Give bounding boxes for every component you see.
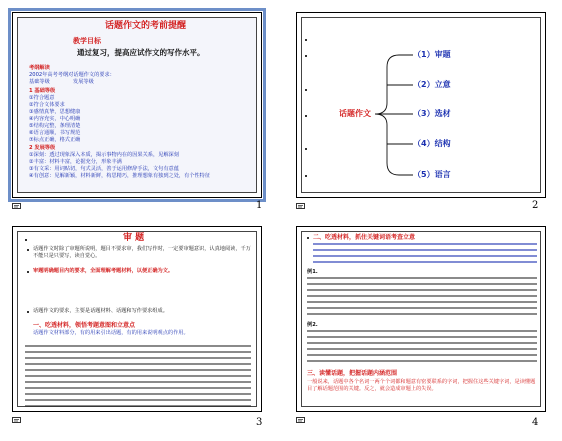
- slide-1-item: ⑤结构完整，条理清楚: [29, 123, 81, 129]
- slide-2-thumbnail[interactable]: [296, 12, 546, 198]
- notes-icon: [12, 417, 21, 423]
- slide-number: 2: [532, 200, 539, 211]
- slide-1-goal: 通过复习，提高应试作文的写作水平。: [77, 48, 205, 57]
- notes-icon: [296, 417, 305, 423]
- slide-4-heading: 二、吃透材料，抓住关键词语考查立意: [313, 234, 416, 241]
- slide-3-body-text: [25, 345, 251, 407]
- slide-1-item: 2 发展等级: [29, 145, 56, 151]
- slide-1-item: ④有创意：见解新颖，材料新鲜，构思精巧，推理想象有独到之处，有个性特征: [29, 173, 211, 179]
- slide-1-item: ③有文采：用词贴切，句式灵活，善于运用修辞手法，文句有意蕴: [29, 166, 179, 172]
- slide-3-bullet: 审题明确题目内的要求，全面理解考题材料，以便正确为文。: [33, 268, 174, 274]
- slide-4-example-text: [307, 277, 537, 317]
- slide-number: 4: [532, 417, 539, 428]
- slide-4-thumbnail[interactable]: [296, 226, 546, 412]
- slide-1-item: ①深刻：透过现象深入本质，揭示事物内在的因果关系，见解深刻: [29, 152, 179, 158]
- slide-1-item: ①符合题意: [29, 95, 55, 101]
- bullet-dot: [25, 239, 27, 241]
- slide-3-title: 审 题: [123, 233, 145, 243]
- slide-1-heading: 考纲解读: [29, 65, 50, 71]
- slide-4-paragraph: 一般说来，话题中各个名词一两个个词都和题意有密要联系的字词，把握住这些关键字词，是读懂题目了解话题范围的关键。反之，就会造成审题上的失误。: [307, 379, 536, 392]
- slide-4-example-text: [307, 330, 537, 364]
- slide-4-example-label: 例1.: [307, 269, 318, 275]
- slide-3-thumbnail[interactable]: [12, 226, 262, 412]
- bullet-dot: [27, 311, 29, 313]
- notes-icon: [296, 203, 305, 209]
- slide-3-bullet: 话题作文时除了审题所说明，题目不要求审，我们写作时，一定要审题意识，认真地阅读，千万不能只是只要写，读自觉心。: [33, 246, 251, 259]
- slide-1-line: 基础等级: [29, 79, 50, 85]
- slide-1-item: ②符合文体要求: [29, 102, 65, 108]
- slide-1-item: ③感情真挚，思想健康: [29, 109, 81, 115]
- slide-number: 3: [256, 417, 263, 428]
- slide-1-line: 发展等级: [73, 79, 94, 85]
- mindmap-branch: （5）语言: [413, 170, 451, 179]
- mindmap-branch: （1）审题: [413, 50, 451, 59]
- slide-3-subheading: 一、吃透材料，领悟考题意图和立意点: [33, 322, 136, 329]
- slide-1-line: 2002年高考考纲对话题作文的要求：: [29, 72, 115, 78]
- slide-4-example-label: 例2.: [307, 322, 318, 328]
- slide-1-title: 话题作文的考前提醒: [105, 21, 187, 31]
- bullet-dot: [27, 271, 29, 273]
- slide-1-item: ⑦标点正确，格式正确: [29, 137, 81, 143]
- slide-4-heading: 三、读懂话题，把握话题内涵范围: [307, 370, 398, 377]
- bullet-dot: [307, 237, 309, 239]
- slide-1-item: 1 基础等级: [29, 88, 56, 94]
- slide-1-item: ⑥语言通顺，书写规范: [29, 130, 81, 136]
- slide-1-item: ②丰富：材料丰富，论据充分，形象丰满: [29, 159, 122, 165]
- mindmap-branch: （4）结构: [413, 139, 451, 148]
- bullet-dot: [27, 249, 29, 251]
- notes-icon: [12, 203, 21, 209]
- mindmap-branch: （3）选材: [413, 109, 451, 118]
- mindmap-branch: （2）立意: [413, 80, 451, 89]
- slide-1-thumbnail[interactable]: [12, 12, 262, 198]
- mindmap-center: 话题作文: [339, 109, 371, 118]
- slide-1-item: ④内容充实，中心明确: [29, 116, 81, 122]
- slide-1-subtitle: 教学目标: [73, 37, 101, 45]
- slide-number: 1: [256, 200, 263, 211]
- slide-4-intro-text: [313, 243, 537, 265]
- slide-3-subline: 话题作文材料部分，有的用来引出话题，有的用来说明观点的作用。: [33, 330, 189, 336]
- slide-3-bullet: 话题作文的要求，主要是话题材料、话题和写作要求组成。: [33, 308, 168, 314]
